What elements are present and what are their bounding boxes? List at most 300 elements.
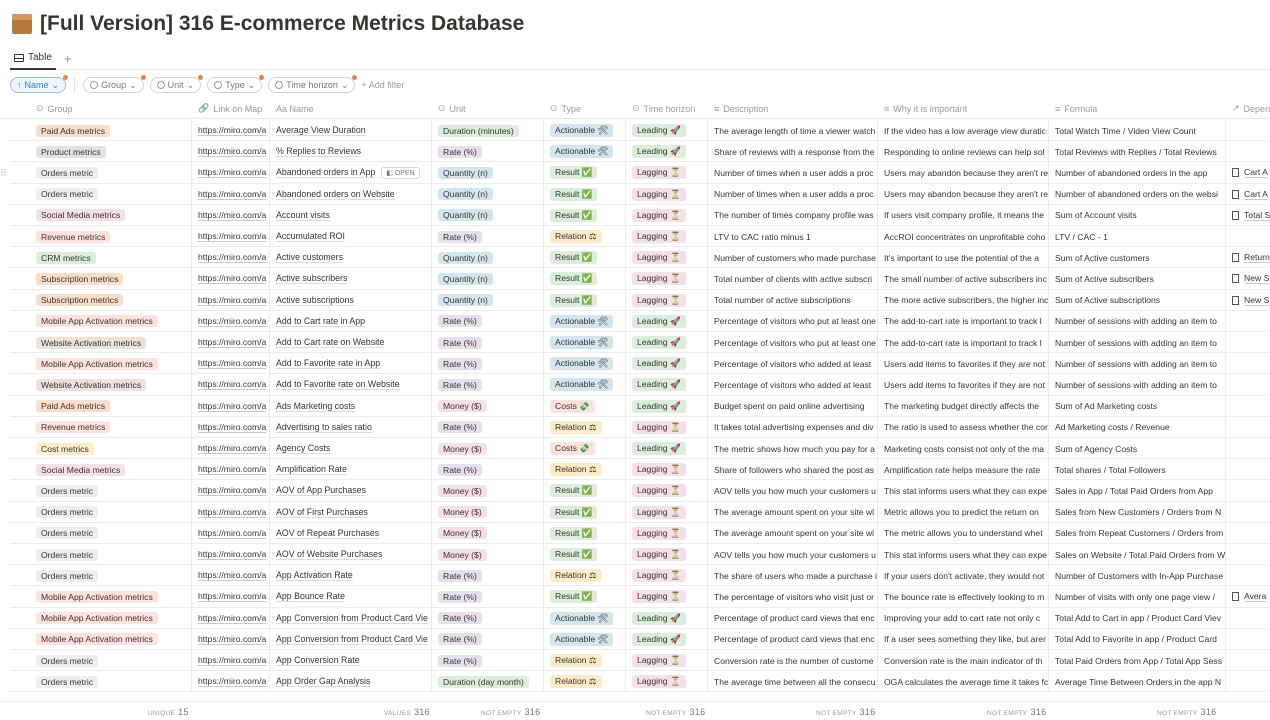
cell-formula[interactable] <box>1049 290 1226 311</box>
footer-calculation[interactable] <box>646 707 705 717</box>
cell-name[interactable] <box>270 141 432 162</box>
cell-type[interactable] <box>544 226 626 247</box>
cell-unit[interactable] <box>432 162 544 183</box>
cell-time-horizon[interactable] <box>626 141 708 162</box>
cell-dependencies[interactable] <box>1226 629 1270 650</box>
cell-time-horizon[interactable] <box>626 417 708 438</box>
cell-description[interactable] <box>708 247 878 268</box>
cell-unit[interactable] <box>432 290 544 311</box>
cell-link[interactable] <box>192 565 270 586</box>
cell-formula[interactable] <box>1049 353 1226 374</box>
table-row[interactable] <box>10 290 1270 311</box>
cell-type[interactable] <box>544 502 626 523</box>
table-row[interactable] <box>10 544 1270 565</box>
cell-link[interactable] <box>192 268 270 289</box>
cell-link[interactable] <box>192 205 270 226</box>
cell-link[interactable] <box>192 650 270 671</box>
cell-formula[interactable] <box>1049 141 1226 162</box>
cell-link[interactable] <box>192 184 270 205</box>
column-header-unit[interactable] <box>432 98 544 119</box>
cell-why-important[interactable] <box>878 544 1049 565</box>
cell-type[interactable] <box>544 608 626 629</box>
cell-link[interactable] <box>192 438 270 459</box>
column-header-formula[interactable] <box>1049 98 1226 119</box>
cell-time-horizon[interactable] <box>626 268 708 289</box>
cell-name[interactable] <box>270 374 432 395</box>
footer-calculation[interactable] <box>384 707 430 717</box>
map-link[interactable]: https://miro.com/a <box>198 146 267 157</box>
filter-unit[interactable]: Unit ⌄ <box>150 77 202 93</box>
cell-dependencies[interactable] <box>1226 565 1270 586</box>
cell-why-important[interactable] <box>878 311 1049 332</box>
cell-group[interactable] <box>30 141 192 162</box>
cell-link[interactable] <box>192 332 270 353</box>
cell-type[interactable] <box>544 650 626 671</box>
cell-name[interactable] <box>270 438 432 459</box>
cell-group[interactable] <box>30 671 192 692</box>
cell-time-horizon[interactable] <box>626 247 708 268</box>
drag-handle-icon[interactable]: ⠿ <box>0 168 7 178</box>
cell-link[interactable] <box>192 396 270 417</box>
cell-description[interactable] <box>708 141 878 162</box>
cell-description[interactable] <box>708 332 878 353</box>
cell-time-horizon[interactable] <box>626 650 708 671</box>
cell-type[interactable] <box>544 184 626 205</box>
cell-unit[interactable] <box>432 353 544 374</box>
cell-unit[interactable] <box>432 226 544 247</box>
cell-type[interactable] <box>544 417 626 438</box>
table-row[interactable] <box>10 396 1270 417</box>
cell-link[interactable] <box>192 353 270 374</box>
table-row[interactable] <box>10 586 1270 607</box>
cell-why-important[interactable] <box>878 290 1049 311</box>
cell-why-important[interactable] <box>878 480 1049 501</box>
column-header-why-it-is-important[interactable] <box>878 98 1049 119</box>
cell-why-important[interactable] <box>878 184 1049 205</box>
cell-name[interactable] <box>270 247 432 268</box>
cell-name[interactable] <box>270 290 432 311</box>
map-link[interactable]: https://miro.com/a <box>198 252 267 263</box>
cell-dependencies[interactable] <box>1226 311 1270 332</box>
cell-dependencies[interactable] <box>1226 332 1270 353</box>
map-link[interactable]: https://miro.com/a <box>198 655 267 665</box>
cell-formula[interactable] <box>1049 608 1226 629</box>
cell-type[interactable] <box>544 480 626 501</box>
cell-why-important[interactable] <box>878 247 1049 268</box>
cell-formula[interactable] <box>1049 226 1226 247</box>
cell-dependencies[interactable] <box>1226 162 1270 183</box>
cell-link[interactable] <box>192 162 270 183</box>
cell-group[interactable] <box>30 311 192 332</box>
cell-why-important[interactable] <box>878 565 1049 586</box>
table-row[interactable] <box>10 205 1270 226</box>
cell-link[interactable] <box>192 459 270 480</box>
cell-type[interactable] <box>544 544 626 565</box>
cell-time-horizon[interactable] <box>626 353 708 374</box>
cell-time-horizon[interactable] <box>626 396 708 417</box>
cell-group[interactable] <box>30 544 192 565</box>
cell-why-important[interactable] <box>878 671 1049 692</box>
cell-unit[interactable] <box>432 396 544 417</box>
cell-name[interactable] <box>270 502 432 523</box>
cell-unit[interactable] <box>432 586 544 607</box>
table-row[interactable] <box>10 438 1270 459</box>
cell-time-horizon[interactable] <box>626 184 708 205</box>
cell-description[interactable] <box>708 290 878 311</box>
map-link[interactable]: https://miro.com/a <box>198 591 267 602</box>
table-row[interactable] <box>10 120 1270 141</box>
map-link[interactable]: https://miro.com/a <box>198 379 267 390</box>
table-row[interactable] <box>10 671 1270 692</box>
table-row[interactable] <box>10 417 1270 438</box>
cell-name[interactable] <box>270 226 432 247</box>
cell-why-important[interactable] <box>878 608 1049 629</box>
map-link[interactable]: https://miro.com/a <box>198 167 267 178</box>
cell-type[interactable] <box>544 396 626 417</box>
cell-name[interactable] <box>270 396 432 417</box>
cell-unit[interactable] <box>432 502 544 523</box>
relation-link[interactable]: Avera <box>1244 591 1267 602</box>
cell-group[interactable] <box>30 565 192 586</box>
map-link[interactable]: https://miro.com/a <box>198 400 267 411</box>
map-link[interactable]: https://miro.com/a <box>198 633 267 644</box>
cell-why-important[interactable] <box>878 120 1049 141</box>
cell-name[interactable] <box>270 184 432 205</box>
map-link[interactable]: https://miro.com/a <box>198 273 267 284</box>
cell-description[interactable] <box>708 417 878 438</box>
cell-time-horizon[interactable] <box>626 480 708 501</box>
cell-formula[interactable] <box>1049 629 1226 650</box>
tab-table[interactable] <box>10 48 56 70</box>
cell-why-important[interactable] <box>878 586 1049 607</box>
cell-unit[interactable] <box>432 438 544 459</box>
table-row[interactable] <box>10 141 1270 162</box>
open-row-button[interactable]: ◧ OPEN <box>381 167 419 179</box>
cell-formula[interactable] <box>1049 205 1226 226</box>
cell-group[interactable] <box>30 332 192 353</box>
cell-formula[interactable] <box>1049 671 1226 692</box>
cell-unit[interactable] <box>432 459 544 480</box>
cell-type[interactable] <box>544 205 626 226</box>
cell-name[interactable] <box>270 332 432 353</box>
table-row[interactable] <box>10 523 1270 544</box>
table-row[interactable] <box>10 353 1270 374</box>
table-row[interactable] <box>10 629 1270 650</box>
cell-link[interactable] <box>192 544 270 565</box>
cell-type[interactable] <box>544 565 626 586</box>
cell-type[interactable] <box>544 311 626 332</box>
cell-unit[interactable] <box>432 565 544 586</box>
cell-time-horizon[interactable] <box>626 374 708 395</box>
cell-time-horizon[interactable] <box>626 586 708 607</box>
table-row[interactable] <box>10 459 1270 480</box>
cell-group[interactable] <box>30 650 192 671</box>
cell-time-horizon[interactable] <box>626 523 708 544</box>
cell-description[interactable] <box>708 120 878 141</box>
cell-formula[interactable] <box>1049 162 1226 183</box>
cell-description[interactable] <box>708 565 878 586</box>
cell-type[interactable] <box>544 671 626 692</box>
cell-group[interactable] <box>30 184 192 205</box>
cell-why-important[interactable] <box>878 523 1049 544</box>
cell-type[interactable] <box>544 438 626 459</box>
cell-description[interactable] <box>708 162 878 183</box>
cell-unit[interactable] <box>432 374 544 395</box>
cell-name[interactable] <box>270 544 432 565</box>
map-link[interactable]: https://miro.com/a <box>198 527 267 538</box>
table-row[interactable] <box>10 247 1270 268</box>
cell-dependencies[interactable] <box>1226 502 1270 523</box>
cell-unit[interactable] <box>432 480 544 501</box>
cell-why-important[interactable] <box>878 396 1049 417</box>
footer-calculation[interactable] <box>481 707 540 717</box>
cell-formula[interactable] <box>1049 502 1226 523</box>
cell-why-important[interactable] <box>878 502 1049 523</box>
cell-description[interactable] <box>708 480 878 501</box>
cell-link[interactable] <box>192 671 270 692</box>
column-header-description[interactable] <box>708 98 878 119</box>
cell-why-important[interactable] <box>878 332 1049 353</box>
table-row[interactable] <box>10 184 1270 205</box>
cell-description[interactable] <box>708 586 878 607</box>
cell-description[interactable] <box>708 396 878 417</box>
cell-time-horizon[interactable] <box>626 162 708 183</box>
cell-description[interactable] <box>708 608 878 629</box>
cell-type[interactable] <box>544 162 626 183</box>
cell-dependencies[interactable] <box>1226 290 1270 311</box>
cell-unit[interactable] <box>432 205 544 226</box>
cell-name[interactable] <box>270 523 432 544</box>
cell-why-important[interactable] <box>878 650 1049 671</box>
cell-unit[interactable] <box>432 417 544 438</box>
map-link[interactable]: https://miro.com/a <box>198 612 267 623</box>
table-row[interactable] <box>10 226 1270 247</box>
cell-why-important[interactable] <box>878 268 1049 289</box>
cell-type[interactable] <box>544 629 626 650</box>
cell-time-horizon[interactable] <box>626 205 708 226</box>
cell-name[interactable] <box>270 353 432 374</box>
cell-why-important[interactable] <box>878 438 1049 459</box>
cell-unit[interactable] <box>432 120 544 141</box>
cell-group[interactable] <box>30 586 192 607</box>
cell-unit[interactable] <box>432 332 544 353</box>
cell-group[interactable] <box>30 502 192 523</box>
cell-time-horizon[interactable] <box>626 459 708 480</box>
cell-dependencies[interactable] <box>1226 141 1270 162</box>
map-link[interactable]: https://miro.com/a <box>198 188 267 199</box>
cell-name[interactable] <box>270 629 432 650</box>
cell-type[interactable] <box>544 459 626 480</box>
cell-unit[interactable] <box>432 311 544 332</box>
cell-formula[interactable] <box>1049 184 1226 205</box>
cell-group[interactable] <box>30 120 192 141</box>
cell-group[interactable] <box>30 268 192 289</box>
filter-type[interactable]: Type ⌄ <box>207 77 262 93</box>
map-link[interactable]: https://miro.com/a <box>198 443 267 453</box>
relation-link[interactable]: Total S <box>1244 209 1270 220</box>
cell-dependencies[interactable] <box>1226 438 1270 459</box>
cell-formula[interactable] <box>1049 374 1226 395</box>
cell-formula[interactable] <box>1049 417 1226 438</box>
cell-why-important[interactable] <box>878 353 1049 374</box>
cell-unit[interactable] <box>432 629 544 650</box>
cell-description[interactable] <box>708 184 878 205</box>
map-link[interactable]: https://miro.com/a <box>198 125 267 135</box>
cell-formula[interactable] <box>1049 438 1226 459</box>
cell-name[interactable] <box>270 650 432 671</box>
cell-type[interactable] <box>544 353 626 374</box>
map-link[interactable]: https://miro.com/a <box>198 294 267 305</box>
cell-time-horizon[interactable] <box>626 311 708 332</box>
cell-link[interactable] <box>192 247 270 268</box>
cell-description[interactable] <box>708 205 878 226</box>
footer-calculation[interactable] <box>1157 707 1216 717</box>
cell-formula[interactable] <box>1049 247 1226 268</box>
cell-description[interactable] <box>708 629 878 650</box>
cell-link[interactable] <box>192 120 270 141</box>
cell-formula[interactable] <box>1049 650 1226 671</box>
cell-link[interactable] <box>192 374 270 395</box>
cell-name[interactable] <box>270 162 432 183</box>
cell-why-important[interactable] <box>878 141 1049 162</box>
cell-name[interactable] <box>270 120 432 141</box>
cell-name[interactable] <box>270 459 432 480</box>
cell-description[interactable] <box>708 544 878 565</box>
cell-time-horizon[interactable] <box>626 290 708 311</box>
footer-calculation[interactable] <box>148 707 189 717</box>
cell-link[interactable] <box>192 226 270 247</box>
cell-dependencies[interactable] <box>1226 544 1270 565</box>
cell-dependencies[interactable] <box>1226 226 1270 247</box>
cell-group[interactable] <box>30 162 192 183</box>
cell-name[interactable] <box>270 608 432 629</box>
table-row[interactable] <box>10 311 1270 332</box>
relation-link[interactable]: Cart A <box>1244 188 1268 199</box>
cell-unit[interactable] <box>432 268 544 289</box>
map-link[interactable]: https://miro.com/a <box>198 209 267 220</box>
cell-description[interactable] <box>708 650 878 671</box>
cell-group[interactable] <box>30 226 192 247</box>
cell-name[interactable] <box>270 565 432 586</box>
cell-dependencies[interactable] <box>1226 247 1270 268</box>
cell-description[interactable] <box>708 671 878 692</box>
cell-unit[interactable] <box>432 608 544 629</box>
cell-why-important[interactable] <box>878 629 1049 650</box>
cell-link[interactable] <box>192 290 270 311</box>
cell-why-important[interactable] <box>878 374 1049 395</box>
cell-group[interactable] <box>30 438 192 459</box>
cell-type[interactable] <box>544 141 626 162</box>
cell-time-horizon[interactable] <box>626 608 708 629</box>
sort-chip-name[interactable]: ↑ Name ⌄ <box>10 77 66 93</box>
cell-why-important[interactable] <box>878 459 1049 480</box>
filter-group[interactable]: Group ⌄ <box>83 77 144 93</box>
table-row[interactable] <box>10 480 1270 501</box>
cell-time-horizon[interactable] <box>626 502 708 523</box>
column-header-aa-name[interactable] <box>270 98 432 119</box>
cell-why-important[interactable] <box>878 205 1049 226</box>
cell-group[interactable] <box>30 396 192 417</box>
table-row[interactable] <box>10 162 1270 183</box>
relation-link[interactable]: New S <box>1244 273 1270 284</box>
cell-dependencies[interactable] <box>1226 586 1270 607</box>
cell-unit[interactable] <box>432 523 544 544</box>
cell-formula[interactable] <box>1049 120 1226 141</box>
cell-type[interactable] <box>544 332 626 353</box>
cell-group[interactable] <box>30 459 192 480</box>
cell-time-horizon[interactable] <box>626 629 708 650</box>
cell-unit[interactable] <box>432 544 544 565</box>
relation-link[interactable]: Cart A <box>1244 167 1268 178</box>
cell-dependencies[interactable] <box>1226 671 1270 692</box>
cell-formula[interactable] <box>1049 332 1226 353</box>
map-link[interactable]: https://miro.com/a <box>198 506 267 517</box>
cell-why-important[interactable] <box>878 226 1049 247</box>
cell-link[interactable] <box>192 141 270 162</box>
cell-formula[interactable] <box>1049 459 1226 480</box>
cell-time-horizon[interactable] <box>626 226 708 247</box>
map-link[interactable]: https://miro.com/a <box>198 337 267 347</box>
table-row[interactable] <box>10 650 1270 671</box>
cell-formula[interactable] <box>1049 311 1226 332</box>
cell-description[interactable] <box>708 523 878 544</box>
table-row[interactable] <box>10 268 1270 289</box>
cell-group[interactable] <box>30 247 192 268</box>
cell-type[interactable] <box>544 586 626 607</box>
cell-formula[interactable] <box>1049 586 1226 607</box>
cell-group[interactable] <box>30 480 192 501</box>
table-row[interactable] <box>10 332 1270 353</box>
cell-link[interactable] <box>192 480 270 501</box>
add-view-button[interactable]: + <box>63 51 72 66</box>
cell-dependencies[interactable] <box>1226 374 1270 395</box>
cell-dependencies[interactable] <box>1226 417 1270 438</box>
table-row[interactable] <box>10 565 1270 586</box>
cell-type[interactable] <box>544 374 626 395</box>
cell-group[interactable] <box>30 374 192 395</box>
cell-dependencies[interactable] <box>1226 608 1270 629</box>
cell-link[interactable] <box>192 629 270 650</box>
map-link[interactable]: https://miro.com/a <box>198 676 267 687</box>
footer-calculation[interactable] <box>816 707 875 717</box>
cell-why-important[interactable] <box>878 162 1049 183</box>
cell-time-horizon[interactable] <box>626 671 708 692</box>
filter-time-horizon[interactable]: Time horizon ⌄ <box>268 77 355 93</box>
cell-time-horizon[interactable] <box>626 544 708 565</box>
cell-formula[interactable] <box>1049 565 1226 586</box>
cell-unit[interactable] <box>432 184 544 205</box>
column-header-link-on-map[interactable] <box>192 98 270 119</box>
add-filter-button[interactable]: + Add filter <box>361 80 405 90</box>
map-link[interactable]: https://miro.com/a <box>198 231 267 241</box>
cell-dependencies[interactable] <box>1226 184 1270 205</box>
cell-type[interactable] <box>544 268 626 289</box>
cell-link[interactable] <box>192 311 270 332</box>
map-link[interactable]: https://miro.com/a <box>198 358 267 369</box>
cell-type[interactable] <box>544 523 626 544</box>
relation-link[interactable]: New S <box>1244 294 1270 305</box>
cell-description[interactable] <box>708 438 878 459</box>
map-link[interactable]: https://miro.com/a <box>198 421 267 432</box>
cell-formula[interactable] <box>1049 480 1226 501</box>
cell-name[interactable] <box>270 671 432 692</box>
cell-name[interactable] <box>270 417 432 438</box>
footer-calculation[interactable] <box>987 707 1046 717</box>
cell-time-horizon[interactable] <box>626 438 708 459</box>
cell-formula[interactable] <box>1049 523 1226 544</box>
cell-link[interactable] <box>192 417 270 438</box>
cell-unit[interactable] <box>432 141 544 162</box>
